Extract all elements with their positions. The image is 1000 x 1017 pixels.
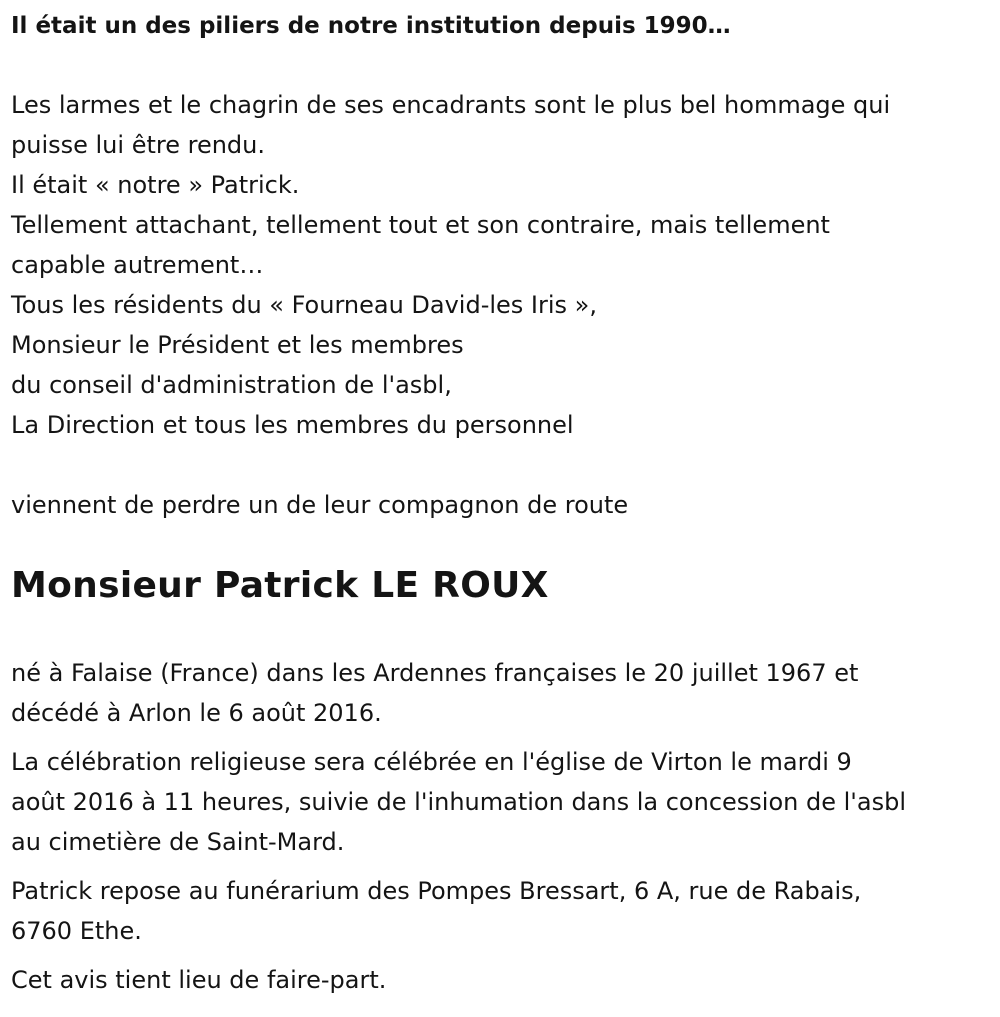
tribute-line-8: du conseil d'administration de l'asbl, <box>11 371 452 399</box>
deceased-name: Monsieur Patrick LE ROUX <box>11 565 549 606</box>
tribute-line-1: Les larmes et le chagrin de ses encadrants sont le plus bel hommage qui <box>11 91 891 119</box>
ceremony-line-2: août 2016 à 11 heures, suivie de l'inhumation dans la concession de l'asbl <box>11 788 906 816</box>
funeral-home-line-2: 6760 Ethe. <box>11 917 142 945</box>
birth-line-1: né à Falaise (France) dans les Ardennes françaises le 20 juillet 1967 et <box>11 659 859 687</box>
tribute-line-4: Tellement attachant, tellement tout et son contraire, mais tellement <box>11 211 830 239</box>
tribute-line-2: puisse lui être rendu. <box>11 131 265 159</box>
ceremony-line-3: au cimetière de Saint-Mard. <box>11 828 345 856</box>
tribute-line-7: Monsieur le Président et les membres <box>11 331 464 359</box>
ceremony-line-1: La célébration religieuse sera célébrée en l'église de Virton le mardi 9 <box>11 748 852 776</box>
announcement: viennent de perdre un de leur compagnon de route <box>11 491 629 519</box>
funeral-home-line-1: Patrick repose au funérarium des Pompes Bressart, 6 A, rue de Rabais, <box>11 877 862 905</box>
closing-note: Cet avis tient lieu de faire-part. <box>11 966 387 994</box>
intro-heading: Il était un des piliers de notre institution depuis 1990… <box>11 13 731 39</box>
tribute-line-3: Il était « notre » Patrick. <box>11 171 300 199</box>
tribute-line-6: Tous les résidents du « Fourneau David-les Iris », <box>11 291 597 319</box>
tribute-line-9: La Direction et tous les membres du personnel <box>11 411 574 439</box>
birth-line-2: décédé à Arlon le 6 août 2016. <box>11 699 382 727</box>
tribute-line-5: capable autrement… <box>11 251 264 279</box>
